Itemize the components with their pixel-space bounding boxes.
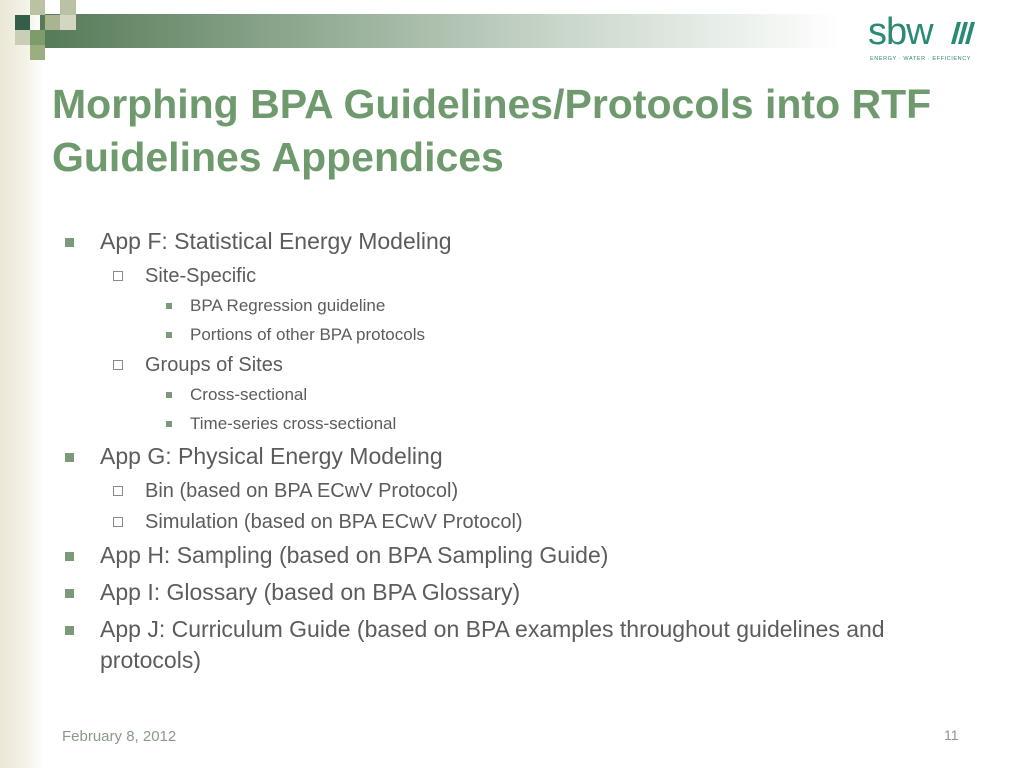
bullet-item-level-3 [0, 383, 1024, 406]
bullet-text: Cross-sectional [190, 385, 308, 404]
bullet-item-level-2 [0, 352, 1024, 378]
bullet-item-level-1 [0, 441, 1024, 472]
logo-tagline: ENERGY · WATER · EFFICIENCY [870, 56, 972, 62]
bullet-text: Portions of other BPA protocols [190, 325, 425, 344]
square-bullet-icon [65, 589, 74, 598]
bullet-item-level-2 [0, 509, 1024, 535]
footer-date: February 8, 2012 [62, 728, 177, 745]
square-bullet-icon [166, 332, 172, 338]
bullet-item-level-3 [0, 412, 1024, 435]
bullet-item-level-1 [0, 226, 1024, 257]
hollow-square-bullet-icon [113, 360, 123, 370]
bullet-item-level-1 [0, 614, 1024, 676]
square-bullet-icon [166, 421, 172, 427]
hollow-square-bullet-icon [113, 517, 123, 527]
bullet-text: App G: Physical Energy Modeling [100, 443, 443, 469]
bullet-item-level-3 [0, 323, 1024, 346]
square-bullet-icon [166, 303, 172, 309]
bullet-text: App J: Curriculum Guide (based on BPA examples throughout guidelines and protocols) [100, 616, 885, 673]
bullet-text: BPA Regression guideline [190, 296, 386, 315]
bullet-text: App F: Statistical Energy Modeling [100, 228, 452, 254]
bullet-text: Simulation (based on BPA ECwV Protocol) [145, 511, 523, 533]
bullet-list [0, 226, 1024, 682]
bullet-text: App H: Sampling (based on BPA Sampling Guide) [100, 542, 609, 568]
square-bullet-icon [166, 392, 172, 398]
bullet-text: Groups of Sites [145, 354, 283, 376]
slide-number: 11 [944, 727, 959, 743]
bullet-item-level-2 [0, 478, 1024, 504]
slide-title: Morphing BPA Guidelines/Protocols into RTF Guidelines Appendices [52, 81, 932, 180]
bullet-text: App I: Glossary (based on BPA Glossary) [100, 579, 521, 605]
bullet-item-level-3 [0, 294, 1024, 317]
hollow-square-bullet-icon [113, 486, 123, 496]
square-bullet-icon [65, 238, 74, 247]
bullet-item-level-2 [0, 263, 1024, 289]
header-gradient-bar [40, 14, 840, 48]
bullet-text: Bin (based on BPA ECwV Protocol) [145, 480, 459, 502]
square-bullet-icon [65, 453, 74, 462]
bullet-text: Time-series cross-sectional [190, 414, 397, 433]
logo-stripes-icon [951, 22, 975, 44]
square-bullet-icon [65, 552, 74, 561]
logo-wordmark: sbw [868, 11, 933, 53]
bullet-text: Site-Specific [145, 265, 257, 287]
sbw-logo [868, 12, 978, 66]
square-bullet-icon [65, 626, 74, 635]
bullet-item-level-1 [0, 540, 1024, 571]
bullet-item-level-1 [0, 577, 1024, 608]
hollow-square-bullet-icon [113, 271, 123, 281]
